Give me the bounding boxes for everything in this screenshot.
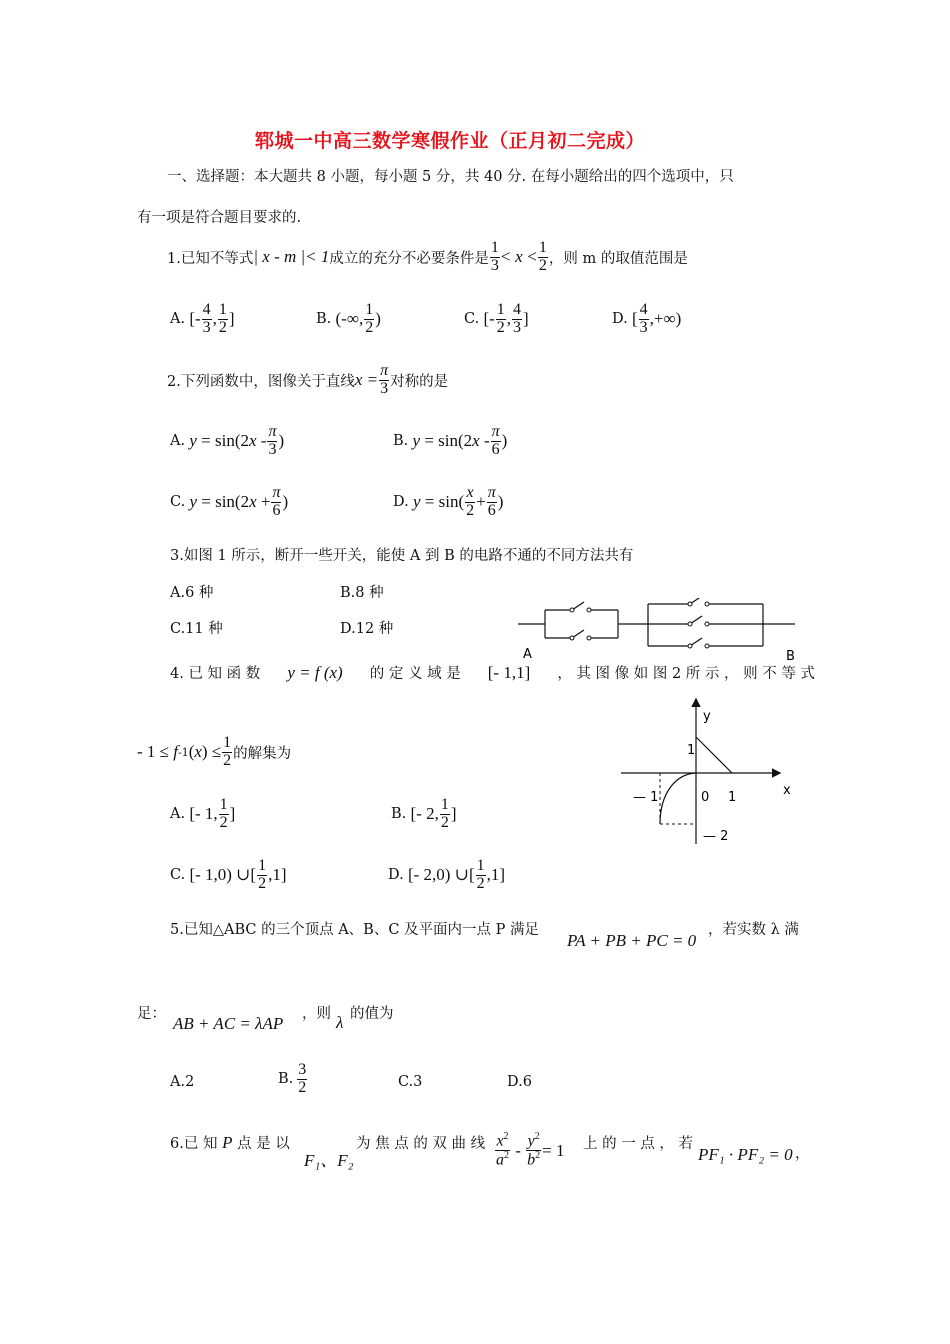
q2-prefix: 2.下列函数中，图像关于直线 (167, 373, 355, 390)
q2-option-b-label: B. (393, 433, 409, 450)
q1-mid: 成立的充分不必要条件是 (329, 250, 489, 267)
q1-prefix: 1.已知不等式 (167, 250, 254, 267)
q6-foci: F₁、F₂ (304, 1151, 354, 1170)
q4-suffix: ， 其 图 像 如 图 2 所 示 ， 则 不 等 式 (557, 666, 815, 682)
circuit-label-a: A (523, 647, 532, 662)
graph-neg-two: — 2 (703, 829, 729, 844)
q1-option-c-label: C. (464, 311, 480, 328)
q5-line2-mid: ，则 (302, 1006, 331, 1022)
q5-line2-prefix: 足： (137, 1006, 166, 1022)
q2-option-a[interactable]: A. y = sin(2x - $\frac{\pi}{3}$ ) (170, 423, 285, 458)
question-1-stem (167, 240, 688, 275)
q5-option-d[interactable]: D.6 (507, 1074, 532, 1090)
q6-p: P (222, 1132, 233, 1152)
q5-option-b-label: B. (278, 1071, 294, 1088)
function-graph (615, 694, 805, 854)
q6-mid1: 点 是 以 (237, 1136, 290, 1152)
question-6-stem (170, 1132, 290, 1153)
graph-y-label: y (703, 709, 711, 724)
q5-option-c[interactable]: C.3 (398, 1074, 423, 1090)
q4-option-a[interactable]: A. [- 1, $\frac{1}{2}$ ] (170, 796, 236, 831)
circuit-diagram (510, 598, 810, 664)
q4-option-d[interactable]: D. [- 2,0) ∪[ $\frac{1}{2}$ ,1] (388, 857, 506, 892)
q1-abs-expr: | x - m |< 1 (253, 247, 330, 267)
q1-lt-1: < (500, 247, 511, 267)
q1-option-b-label: B. (316, 311, 332, 328)
question-2-stem (167, 363, 448, 398)
q4-mid: 的 定 义 域 是 (369, 666, 461, 682)
q6-prefix: 6.已 知 (170, 1136, 218, 1152)
q2-option-a-label: A. (170, 433, 186, 450)
section-intro-line1: 一、选择题：本大题共 8 小题，每小题 5 分，共 40 分. 在每小题给出的四个选项中，只 (167, 169, 734, 185)
graph-x-label: x (783, 783, 791, 798)
q4-option-b-label: B. (391, 806, 407, 823)
q1-x: x (515, 247, 523, 267)
question-4-stem (170, 662, 815, 683)
q4-option-c[interactable]: C. [- 1,0) ∪[ $\frac{1}{2}$ ,1] (170, 857, 287, 892)
q2-option-c[interactable]: C. y = sin(2x + $\frac{\pi}{6}$ ) (170, 484, 289, 519)
circuit-label-b: B (786, 649, 795, 664)
q2-option-b[interactable]: B. y = sin(2x - $\frac{\pi}{6}$ ) (393, 423, 508, 458)
q2-frac-pi3: $\frac{\pi}{3}$ (380, 362, 389, 397)
q5-eq2: AB + AC = λAP (173, 1014, 284, 1033)
q2-expr: x = (354, 370, 379, 390)
q2-option-d-label: D. (393, 494, 409, 511)
question-3-stem: 3.如图 1 所示，断开一些开关，能使 A 到 B 的电路不通的不同方法共有 (170, 548, 634, 564)
q1-frac-half: $\frac{1}{2}$ (538, 239, 547, 274)
q6-mid3: 上 的 一 点 ， 若 (583, 1136, 694, 1152)
graph-curve (660, 773, 696, 824)
q3-option-b[interactable]: B.8 种 (340, 585, 384, 601)
q4-inequality: - 1 ≤ f -1 (x) ≤ $\frac{1}{2}$ 的解集为 (137, 734, 292, 769)
q5-option-b[interactable]: B. $\frac{3}{2}$ (278, 1061, 307, 1096)
page-title: 郓城一中高三数学寒假作业（正月初二完成） (255, 130, 646, 152)
q1-option-b[interactable]: B. (-∞, $\frac{1}{2}$ ) (316, 301, 381, 336)
q6-hyperbola-eq: $\frac{x^2}{a^2}$ - $\frac{y^2}{b^2}$ = 1 (496, 1131, 565, 1169)
q4-line2-suffix: 的解集为 (233, 745, 292, 762)
q3-option-a[interactable]: A.6 种 (170, 585, 214, 601)
q1-option-a-label: A. (170, 311, 186, 328)
q3-option-c[interactable]: C.11 种 (170, 621, 223, 637)
q4-option-c-label: C. (170, 867, 186, 884)
graph-origin: 0 (701, 790, 710, 805)
q2-option-c-label: C. (170, 494, 186, 511)
q6-dot-product: PF₁ · PF₂ = 0 (698, 1145, 793, 1164)
q5-line2-suffix: 的值为 (350, 1006, 394, 1022)
q4-option-d-label: D. (388, 867, 404, 884)
q5-lambda: λ (336, 1013, 344, 1032)
graph-one-x: 1 (728, 790, 737, 805)
section-intro-line2: 有一项是符合题目要求的. (137, 210, 302, 226)
q1-option-d[interactable]: D. [ $\frac{4}{3}$ ,+∞) (612, 301, 682, 336)
q6-eq-tail: = 1 (542, 1140, 565, 1160)
q4-domain: [- 1,1] (487, 662, 531, 682)
q6-suffix: ， (795, 1146, 810, 1162)
q6-mid2: 为 焦 点 的 双 曲 线 (356, 1136, 486, 1152)
q3-option-d[interactable]: D.12 种 (340, 621, 394, 637)
q1-option-c[interactable]: C. [- $\frac{1}{2}$ , $\frac{4}{3}$ ] (464, 301, 529, 336)
q5-option-a[interactable]: A.2 (170, 1074, 195, 1090)
graph-segment (696, 737, 732, 773)
q2-option-d[interactable]: D. y = sin( $\frac{x}{2}$ + $\frac{\pi}{6}$ ) (393, 484, 504, 519)
q5-mid: ，若实数 λ 满 (708, 922, 799, 938)
q5-eq1: PA + PB + PC = 0 (567, 931, 697, 950)
q5-prefix: 5.已知△ABC 的三个顶点 A、B、C 及平面内一点 P 满足 (170, 922, 539, 938)
graph-neg-one: — 1 (633, 790, 659, 805)
q2-suffix: 对称的是 (390, 373, 449, 390)
q4-func: y = f (x) (287, 662, 343, 682)
q1-option-a[interactable]: A. [- $\frac{4}{3}$ , $\frac{1}{2}$ ] (170, 301, 235, 336)
graph-one-y: 1 (687, 743, 696, 758)
q1-frac-third: $\frac{1}{3}$ (490, 239, 499, 274)
q1-suffix: ，则 m 的取值范围是 (548, 250, 688, 267)
q4-option-b[interactable]: B. [- 2, $\frac{1}{2}$ ] (391, 796, 457, 831)
q1-option-d-label: D. (612, 311, 628, 328)
q1-lt-2: < (527, 247, 537, 267)
q4-prefix: 4. 已 知 函 数 (170, 666, 261, 682)
q4-option-a-label: A. (170, 806, 186, 823)
